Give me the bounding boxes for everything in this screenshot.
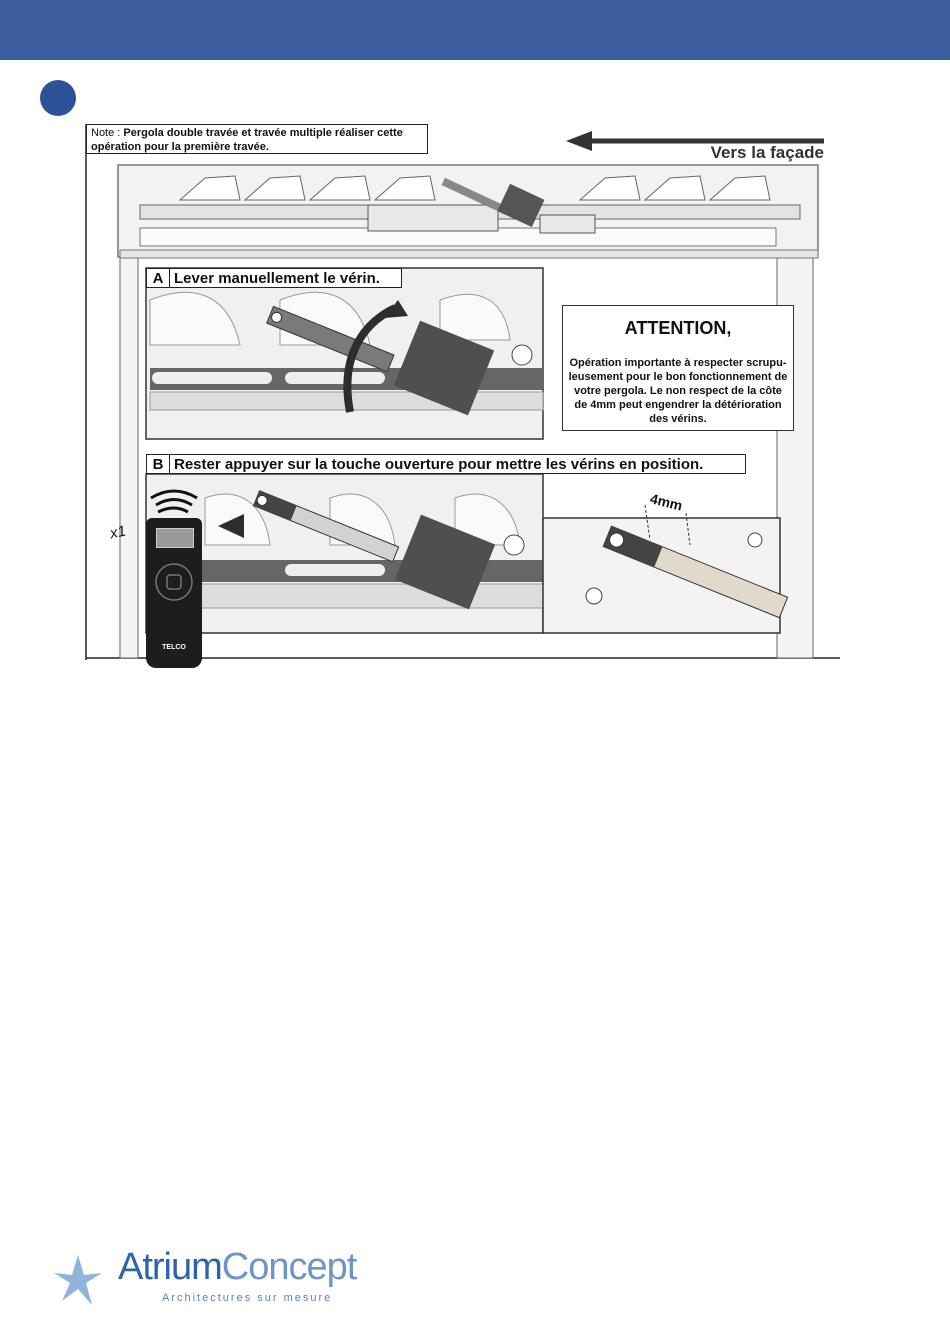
direction-label: Vers la façade	[710, 143, 824, 162]
panel-b-letter: B	[147, 455, 170, 473]
note-label: Note :	[91, 127, 121, 139]
panel-a-title-text: Lever manuellement le vérin.	[174, 270, 380, 287]
panel-a-title	[146, 268, 402, 288]
remote-control	[146, 518, 202, 668]
panel-b-title-text: Rester appuyer sur la touche ouverture pour mettre les vérins en position.	[174, 456, 704, 473]
panel-b-title	[146, 454, 746, 474]
attention-line-5: des vérins.	[649, 413, 707, 425]
press-once-mark: x1	[108, 522, 128, 543]
panel-a-letter: A	[147, 269, 170, 287]
attention-box	[562, 305, 794, 431]
logo-name-part2: Concept	[221, 1246, 357, 1288]
logo-wordmark	[118, 1246, 356, 1289]
note-text-line2: opération pour la première travée.	[91, 141, 269, 153]
attention-line-4: de 4mm peut engendrer la détérioration	[574, 399, 782, 411]
attention-line-1: Opération importante à respecter scrupu-	[569, 357, 787, 369]
remote-brand: TELCO	[162, 644, 186, 651]
remote-screen	[156, 528, 194, 548]
logo-name-part1: Atrium	[118, 1246, 222, 1288]
attention-heading: ATTENTION,	[624, 318, 732, 338]
remote-dpad-icon	[154, 562, 194, 602]
logo-tagline: Architectures sur mesure	[162, 1292, 333, 1304]
note-box	[86, 124, 428, 154]
attention-line-3: votre pergola. Le non respect de la côte	[574, 385, 782, 397]
attention-line-2: leusement pour le bon fonctionnement de	[568, 371, 788, 383]
attention-message	[563, 346, 793, 426]
note-text-line1: Pergola double travée et travée multiple réaliser cette	[123, 127, 403, 139]
dimension-label: 4mm	[648, 490, 685, 514]
